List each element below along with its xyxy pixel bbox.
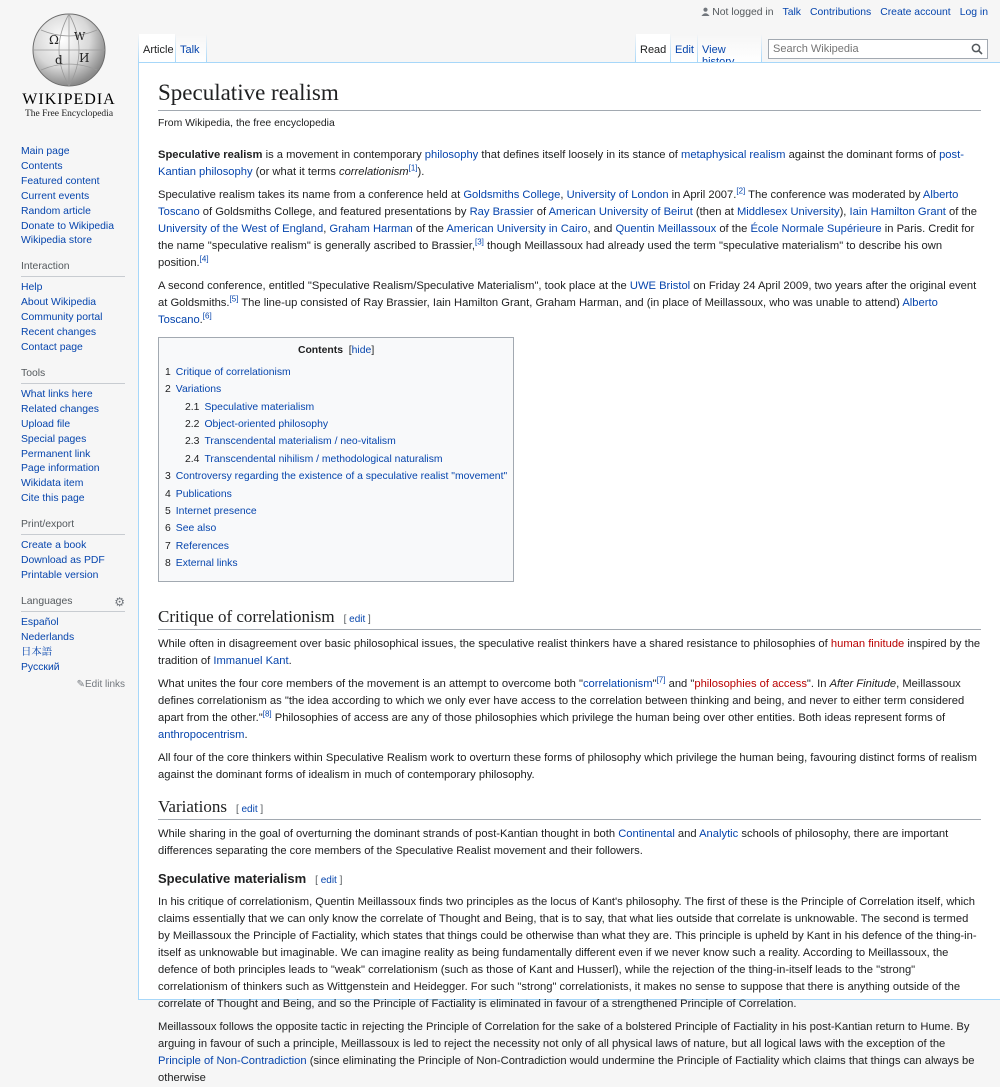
link-principle-of-non-contradiction[interactable]: Principle of Non-Contradiction xyxy=(158,1055,307,1067)
link-uwe-bristol[interactable]: UWE Bristol xyxy=(629,279,691,292)
toc-item[interactable]: 6 See also xyxy=(165,523,217,535)
toc-hide-link[interactable]: hide xyxy=(351,344,372,356)
link-auc[interactable]: American University in Cairo xyxy=(446,222,588,235)
sidebar-item-download-pdf[interactable]: Download as PDF xyxy=(21,555,105,567)
toc-item[interactable]: 7 References xyxy=(165,540,229,552)
link-aub[interactable]: American University of Beirut xyxy=(548,205,693,218)
link-post-kantian-philosophy[interactable]: post-Kantian philosophy xyxy=(158,148,964,178)
not-logged-in-status: Not logged in xyxy=(701,7,773,18)
critique-paragraph-2: What unites the four core members of the movement is an attempt to overcome both "correlationism"[7] and "philosophies of access". In After Finitude, Meillassoux defines correlationism as "the idea according to which we only ever have access to the correlation between thinking and being, and never to either term considered apart from the other."[8] Philosophies of access are any of those philosophies which privilege the human being over other entities. Both ideas represent forms of anthropocentrism. xyxy=(158,674,965,741)
languages-heading: Languages ⚙ xyxy=(21,596,125,612)
toc-item[interactable]: 2.2 Object-oriented philosophy xyxy=(185,418,329,430)
svg-text:W: W xyxy=(74,30,86,43)
sidebar-item-donate[interactable]: Donate to Wikipedia xyxy=(21,220,114,232)
globe-icon xyxy=(29,12,109,88)
sidebar-item-related-changes[interactable]: Related changes xyxy=(21,403,99,415)
interaction-heading: Interaction xyxy=(21,261,125,277)
toc-item[interactable]: 2 Variations xyxy=(165,384,222,396)
tab-edit[interactable]: Edit xyxy=(671,34,697,62)
toc-item[interactable]: 2.4 Transcendental nihilism / methodological naturalism xyxy=(185,453,443,465)
link-anthropocentrism[interactable]: anthropocentrism xyxy=(158,728,245,741)
sidebar-item-wikidata-item[interactable]: Wikidata item xyxy=(21,478,84,490)
tools-heading: Tools xyxy=(21,368,125,384)
table-of-contents xyxy=(158,337,514,582)
sidebar-item-printable-version[interactable]: Printable version xyxy=(21,569,99,581)
toc-item[interactable]: 3 Controversy regarding the existence of a speculative realist "movement" xyxy=(165,471,508,483)
reference-4[interactable]: [4] xyxy=(199,254,209,264)
edit-section-link[interactable]: edit xyxy=(241,803,258,815)
sidebar-item-help[interactable]: Help xyxy=(21,282,43,294)
critique-paragraph-1: While often in disagreement over basic philosophical issues, the speculative realist thinkers have a shared resistance to philosophies of human finitude inspired by the tradition of Immanuel Kant. xyxy=(158,637,981,667)
sidebar-item-lang-ru[interactable]: Русский xyxy=(21,661,60,673)
svg-text:d: d xyxy=(55,53,63,67)
link-continental[interactable]: Continental xyxy=(618,827,675,840)
speculative-materialism-paragraph-1: In his critique of correlationism, Quentin Meillassoux finds two principles as the locus of Kant's philosophy. The first of these is the Principle of Correlation itself, which claims essentially that we can only know the correlate of Thought and Being, that is to say, that what lies outside that correlate is unknowable. The second is termed by Meillassoux the Principle of Factiality, which states that things could be otherwise than what they are. This principle is upheld by Kant in his defence of the thing-in-itself as unknowable but imaginable. We can imagine reality as being fundamentally different even if we never know such a reality. According to Meillassoux, the defence of both principles leads to "weak" correlationism (such as those of Kant and Husserl), while the rejection of the thing-in-itself leads to the "strong" correlationism of thinkers such as Wittgenstein and Heidegger. For such "strong" correlationists, it makes no sense to suppose that there is anything outside of the correlate of Thought and Being, and so the Principle of Factiality is eliminated in favour of a strengthened Principle of Correlation. xyxy=(158,896,977,1010)
link-ens[interactable]: École Normale Supérieure xyxy=(750,222,882,235)
search-box xyxy=(768,39,988,59)
link-quentin-meillassoux[interactable]: Quentin Meillassoux xyxy=(615,222,717,235)
reference-1[interactable]: [1] xyxy=(408,163,418,173)
print-portal xyxy=(21,519,125,584)
link-alberto-toscano[interactable]: Alberto Toscano xyxy=(158,188,959,218)
site-subtitle: From Wikipedia, the free encyclopedia xyxy=(158,117,335,129)
search-icon[interactable] xyxy=(971,43,983,55)
sidebar-item-special-pages[interactable]: Special pages xyxy=(21,433,87,445)
link-goldsmiths[interactable]: Goldsmiths College xyxy=(463,188,561,201)
main-content xyxy=(138,62,1000,1084)
wikipedia-logo[interactable] xyxy=(0,0,138,130)
critique-paragraph-3: All four of the core thinkers within Speculative Realism work to overturn these forms of philosophy which privilege the human being, favouring distinct forms of realism against the dominant forms of idealism in much of contemporary philosophy. xyxy=(158,751,977,781)
section-heading-speculative-materialism: Speculative materialism [ edit ] xyxy=(158,870,343,886)
talk-link[interactable]: Talk xyxy=(782,7,801,18)
page-title: Speculative realism xyxy=(158,79,981,111)
reference-2[interactable]: [2] xyxy=(736,186,746,196)
link-graham-harman[interactable]: Graham Harman xyxy=(329,222,413,235)
toc-item[interactable]: 4 Publications xyxy=(165,488,232,500)
toc-item[interactable]: 8 External links xyxy=(165,558,238,570)
tab-separator xyxy=(206,34,207,62)
login-link[interactable]: Log in xyxy=(959,7,988,18)
tab-read[interactable]: Read xyxy=(636,34,670,62)
sidebar-item-featured-content[interactable]: Featured content xyxy=(21,175,100,187)
link-iain-hamilton-grant[interactable]: Iain Hamilton Grant xyxy=(849,205,946,218)
reference-6[interactable]: [6] xyxy=(202,311,212,321)
intro-paragraph-2: Speculative realism takes its name from a conference held at Goldsmiths College, University of London in April 2007.[2] The conference was moderated by Alberto Toscano of Goldsmiths College, and featured presentations by Ray Brassier of American University of Beirut (then at Middlesex University), Iain Hamilton Grant of the University of the West of England, Graham Harman of the American University in Cairo, and Quentin Meillassoux of the École Normale Supérieure in Paris. Credit for the name "speculative realism" is generally ascribed to Brassier,[3] though Meillassoux had already used the term "speculative materialism" to describe his own position.[4] xyxy=(158,186,978,269)
link-philosophies-of-access[interactable]: philosophies of access xyxy=(694,677,807,690)
sidebar-item-contact[interactable]: Contact page xyxy=(21,341,83,353)
svg-text:И: И xyxy=(79,51,90,65)
print-heading: Print/export xyxy=(21,519,125,535)
speculative-materialism-paragraph-2: Meillassoux follows the opposite tactic in rejecting the Principle of Correlation for the sake of a bolstered Principle of Factiality in his post-Kantian return to Hume. By arguing in favour of such a principle, Meillassoux is led to reject the necessity not only of all physical laws of nature, but all logical laws with the exception of the Principle of Non-Contradiction (since eliminating the Principle of Non-Contradiction would undermine the Principle of Factiality which claims that things can always be otherwise xyxy=(158,1021,975,1084)
wikipedia-tagline: The Free Encyclopedia xyxy=(24,109,114,119)
link-university-of-london[interactable]: University of London xyxy=(566,188,669,201)
link-human-finitude[interactable]: human finitude xyxy=(830,637,905,650)
reference-7[interactable]: [7] xyxy=(656,674,666,684)
wikipedia-wordmark: WIKIPEDIA xyxy=(22,91,116,108)
toc-item[interactable]: 2.3 Transcendental materialism / neo-vitalism xyxy=(185,436,396,448)
toc-list xyxy=(165,364,507,573)
sidebar-item-permanent-link[interactable]: Permanent link xyxy=(21,448,91,460)
sidebar-item-lang-es[interactable]: Español xyxy=(21,616,59,628)
link-immanuel-kant[interactable]: Immanuel Kant xyxy=(213,654,289,667)
edit-links[interactable]: ✎Edit links xyxy=(76,679,125,691)
sidebar-item-random-article[interactable]: Random article xyxy=(21,205,91,217)
edit-section-link[interactable]: edit xyxy=(320,874,337,886)
user-icon xyxy=(701,7,710,16)
sidebar-item-create-book[interactable]: Create a book xyxy=(21,540,87,552)
toc-title: Contents [hide] xyxy=(297,344,375,356)
intro-paragraph-1: Speculative realism is a movement in contemporary philosophy that defines itself loosely in its stance of metaphysical realism against the dominant forms of post-Kantian philosophy (or what it terms correlationism[1]). xyxy=(158,148,964,178)
toc-item[interactable]: 1 Critique of correlationism xyxy=(165,366,291,378)
section-heading-variations: Variations [ edit ] xyxy=(158,796,981,820)
toc-item[interactable]: 2.1 Speculative materialism xyxy=(185,401,315,413)
sidebar-item-about[interactable]: About Wikipedia xyxy=(21,297,97,309)
search-input[interactable] xyxy=(769,40,959,58)
interaction-portal xyxy=(21,261,125,356)
variations-paragraph-1: While sharing in the goal of overturning the dominant strands of post-Kantian thought in both Continental and Analytic schools of philosophy, there are important differences separating the core members of the Speculative Realist movement and their followers. xyxy=(158,827,949,857)
svg-text:Ω: Ω xyxy=(49,33,59,47)
sidebar-item-current-events[interactable]: Current events xyxy=(21,190,90,202)
sidebar-item-cite-this-page[interactable]: Cite this page xyxy=(21,493,85,505)
reference-3[interactable]: [3] xyxy=(475,237,484,247)
sidebar-item-what-links-here[interactable]: What links here xyxy=(21,388,93,400)
tab-article[interactable]: Article xyxy=(139,34,175,62)
link-middlesex[interactable]: Middlesex University xyxy=(736,205,840,218)
create-account-link[interactable]: Create account xyxy=(880,7,951,18)
sidebar xyxy=(21,145,125,702)
sidebar-item-upload-file[interactable]: Upload file xyxy=(21,418,71,430)
intro-paragraph-3: A second conference, entitled "Speculative Realism/Speculative Materialism", took place at the UWE Bristol on Friday 24 April 2009, two years after the original event at Goldsmiths.[5] The line-up consisted of Ray Brassier, Iain Hamilton Grant, Graham Harman, and (in place of Meillassoux, who was unable to attend) Alberto Toscano.[6] xyxy=(158,279,977,326)
sidebar-item-lang-nl[interactable]: Nederlands xyxy=(21,631,75,643)
navigation-portal xyxy=(21,145,125,249)
contributions-link[interactable]: Contributions xyxy=(809,7,872,18)
reference-5[interactable]: [5] xyxy=(229,294,239,304)
edit-section-link[interactable]: edit xyxy=(349,613,366,625)
languages-portal xyxy=(21,596,125,691)
link-ray-brassier[interactable]: Ray Brassier xyxy=(469,205,534,218)
section-heading-critique: Critique of correlationism [ edit ] xyxy=(158,606,981,630)
tab-view-history[interactable]: View xyxy=(698,34,761,62)
tab-talk[interactable]: Talk xyxy=(176,34,206,62)
sidebar-item-contents[interactable]: Contents xyxy=(21,160,63,172)
sidebar-item-recent-changes[interactable]: Recent changes xyxy=(21,327,97,339)
link-analytic[interactable]: Analytic xyxy=(699,827,739,840)
link-correlationism[interactable]: correlationism xyxy=(582,677,653,690)
gear-icon[interactable]: ⚙ xyxy=(114,594,125,609)
personal-tools xyxy=(701,7,988,18)
toc-item[interactable]: 5 Internet presence xyxy=(165,506,257,517)
link-alberto-toscano-2[interactable]: Alberto Toscano xyxy=(158,296,938,326)
sidebar-item-store[interactable]: Wikipedia store xyxy=(21,235,93,247)
link-metaphysical-realism[interactable]: metaphysical realism xyxy=(681,148,786,161)
tools-portal xyxy=(21,368,125,507)
sidebar-item-community-portal[interactable]: Community portal xyxy=(21,312,103,324)
reference-8[interactable]: [8] xyxy=(262,708,272,718)
tab-separator xyxy=(761,34,762,62)
sidebar-item-page-information[interactable]: Page information xyxy=(21,463,100,475)
pencil-icon: ✎ xyxy=(76,679,85,691)
sidebar-item-lang-ja[interactable]: 日本語 xyxy=(21,646,53,658)
sidebar-item-main-page[interactable]: Main page xyxy=(21,146,70,157)
link-uwe[interactable]: University of the West of England xyxy=(158,222,324,235)
link-philosophy[interactable]: philosophy xyxy=(424,148,479,161)
